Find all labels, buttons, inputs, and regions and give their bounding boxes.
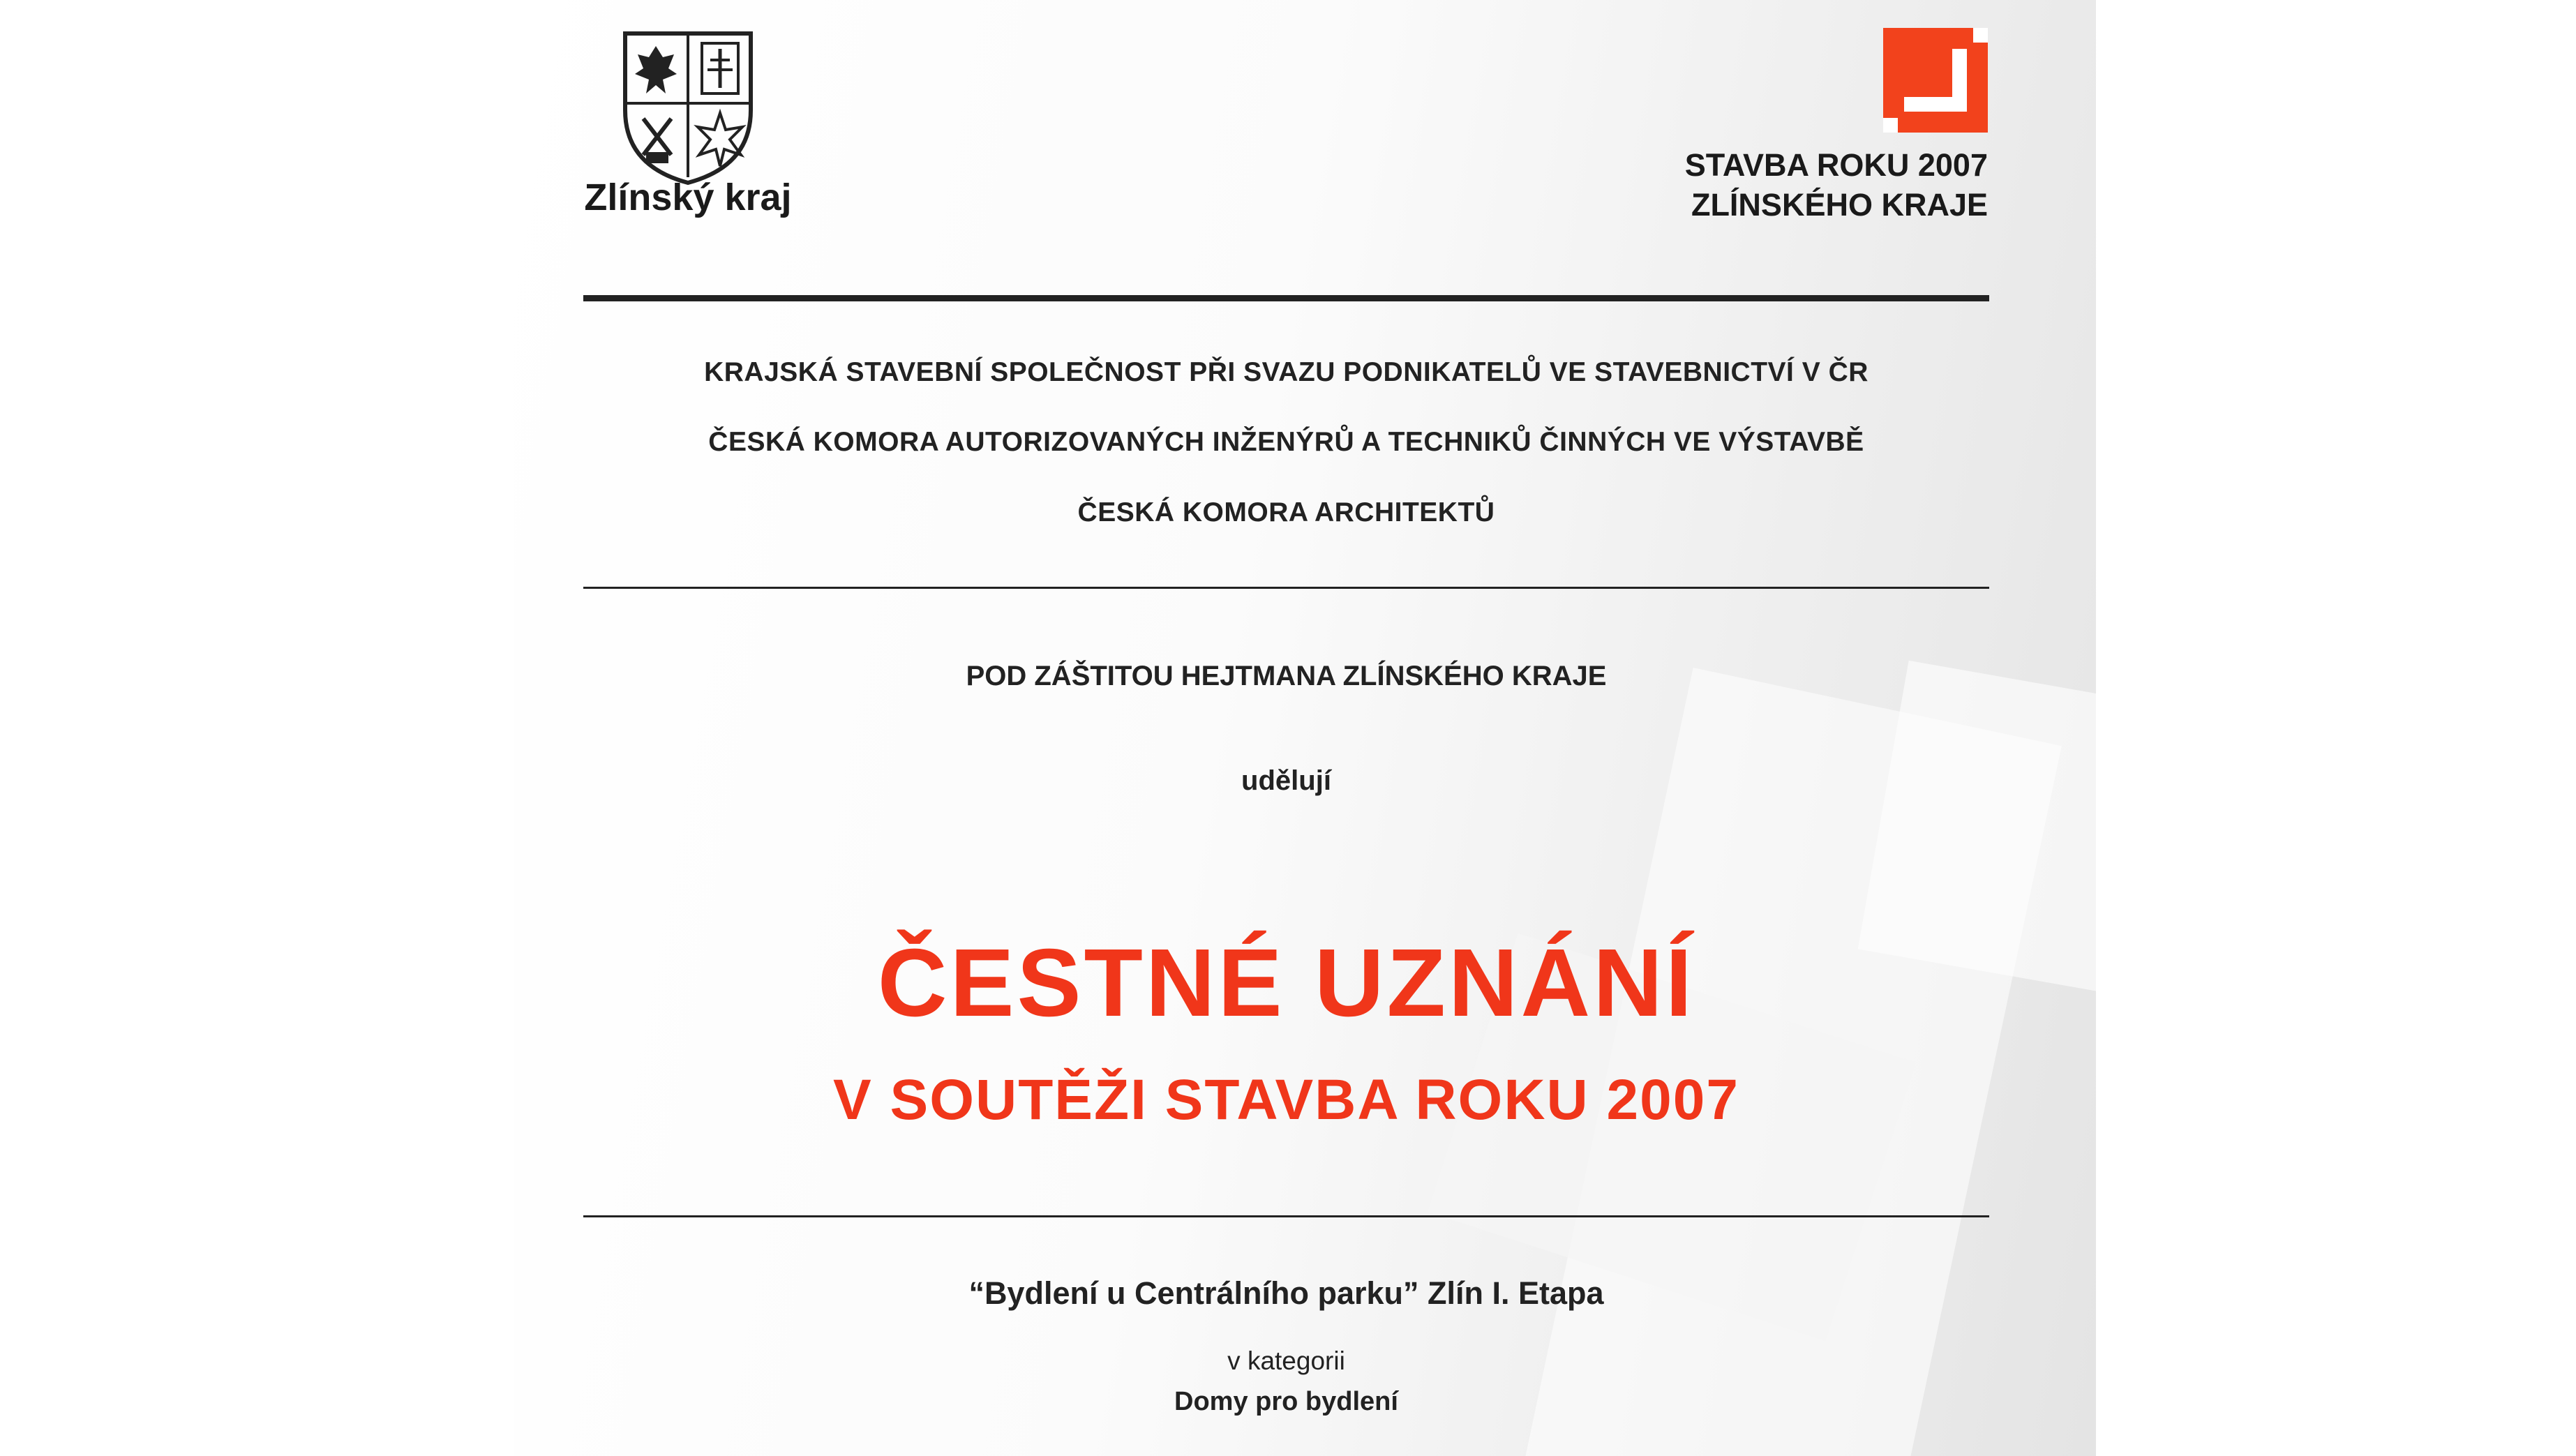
organizer-line: ČESKÁ KOMORA AUTORIZOVANÝCH INŽENÝRŮ A TECHNIKŮ ČINNÝCH VE VÝSTAVBĚ: [708, 427, 1864, 457]
contest-line: V SOUTĚŽI STAVBA ROKU 2007: [833, 1068, 1739, 1132]
organizer-line: KRAJSKÁ STAVEBNÍ SPOLEČNOST PŘI SVAZU PODNIKATELŮ VE STAVEBNICTVÍ V ČR: [704, 357, 1869, 387]
category-value: Domy pro bydlení: [1174, 1387, 1398, 1416]
project-name: “Bydlení u Centrálního parku” Zlín I. Etapa: [968, 1275, 1604, 1311]
organizer-line: ČESKÁ KOMORA ARCHITEKTŮ: [1077, 497, 1495, 527]
divider: [583, 1215, 1989, 1217]
award-title-line: ZLÍNSKÉHO KRAJE: [1691, 187, 1988, 223]
stavba-roku-logo-icon: [1883, 28, 1988, 133]
divider: [583, 587, 1989, 589]
patronage-text: POD ZÁŠTITOU HEJTMANA ZLÍNSKÉHO KRAJE: [966, 661, 1607, 691]
category-label: v kategorii: [1227, 1346, 1345, 1375]
region-name: Zlínský kraj: [584, 177, 792, 218]
award-title-line: STAVBA ROKU 2007: [1684, 147, 1988, 183]
honor-title: ČESTNÉ UZNÁNÍ: [877, 929, 1695, 1037]
certificate: [514, 0, 2096, 1456]
divider: [583, 295, 1989, 301]
region-coat-of-arms-icon: [618, 27, 758, 187]
verb-text: udělují: [1241, 765, 1331, 796]
award-title: [1685, 145, 1988, 225]
